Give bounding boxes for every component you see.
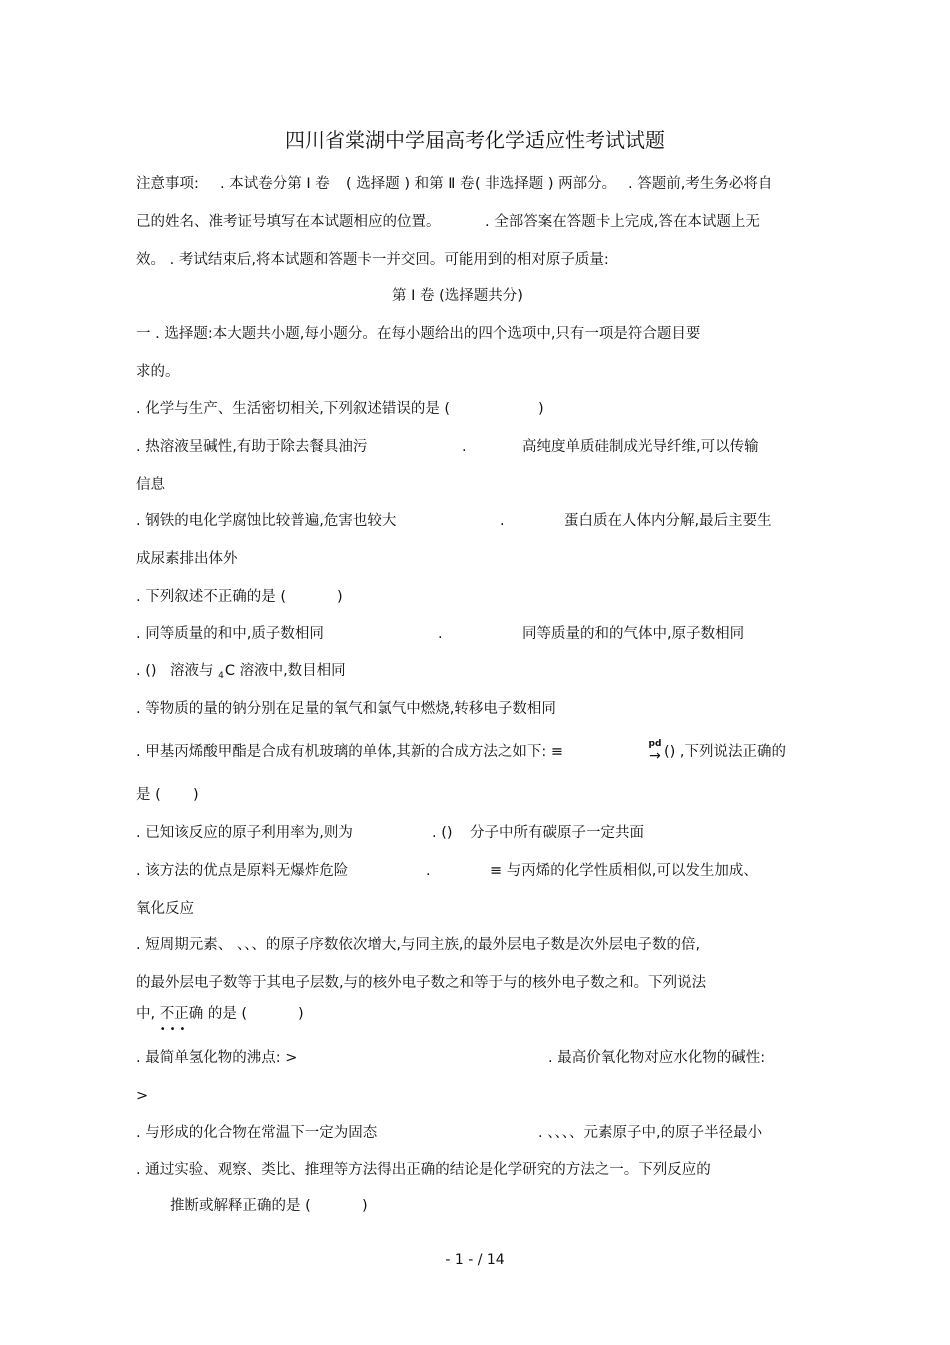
- notice-line-3: 效。 . 考试结束后,将本试题和答题卡一并交回。可能用到的相对原子质量:: [136, 252, 609, 268]
- q4-stem-line-2: 的最外层电子数等于其电子层数,与的核外电子数之和等于与的核外电子数之和。下列说法: [136, 975, 707, 991]
- q5-stem-line-1: . 通过实验、观察、类比、推理等方法得出正确的结论是化学研究的方法之一。下列反应的: [136, 1162, 711, 1178]
- notice-item-1: . 本试卷分第 Ⅰ 卷: [220, 176, 330, 192]
- q5-stem-close: ): [362, 1198, 368, 1214]
- q1-option-b-cont: 信息: [136, 477, 165, 493]
- q4-option-b-cont: >: [136, 1088, 149, 1104]
- q4-option-c: . 与形成的化合物在常温下一定为固态: [136, 1125, 378, 1141]
- q2-option-c-marker: . (): [136, 663, 157, 679]
- emphasis-not-correct: [159, 1004, 204, 1035]
- q1-stem-close: ): [538, 401, 544, 417]
- q4-stem-prefix: 中,: [136, 1006, 156, 1022]
- instruction-line-2: 求的。: [136, 364, 180, 380]
- q4-stem-line-3: [136, 1004, 248, 1035]
- q3-option-a: . 已知该反应的原子利用率为,则为: [136, 825, 353, 841]
- q4-stem-close: ): [298, 1006, 304, 1022]
- q2-option-b: 同等质量的和的气体中,原子数相同: [522, 626, 745, 642]
- q4-stem-suffix: 的是 (: [207, 1006, 248, 1022]
- q3-stem: . 甲基丙烯酸甲酯是合成有机玻璃的单体,其新的合成方法之如下: ≡: [136, 744, 563, 760]
- q3-stem-cont: () ,下列说法正确的: [664, 744, 787, 760]
- q3-option-d: ≡ 与丙烯的化学性质相似,可以发生加成、: [490, 863, 758, 879]
- q2-option-c-text-2: C 溶液中,数目相同: [224, 663, 346, 679]
- notice-label: 注意事项:: [136, 176, 199, 192]
- q3-option-d-marker: .: [426, 863, 431, 879]
- q2-option-b-marker: .: [438, 626, 443, 642]
- q4-stem-line-1: . 短周期元素、 、、、的原子序数依次增大,与同主族,的最外层电子数是次外层电子数的倍,: [136, 937, 701, 953]
- q1-option-d: 蛋白质在人体内分解,最后主要生: [564, 513, 772, 529]
- notice-item-3: . 全部答案在答题卡上完成,答在本试题上无: [485, 214, 760, 230]
- page-number: - 1 - / 14: [445, 1252, 505, 1268]
- arrow-icon: →: [649, 748, 661, 764]
- q2-option-c-text: 溶液与: [170, 663, 214, 679]
- q5-stem-line-2: 推断或解释正确的是 (: [170, 1198, 311, 1214]
- page-title: 四川省棠湖中学届高考化学适应性考试试题: [285, 128, 665, 152]
- instruction-line-1: 一 . 选择题:本大题共小题,每小题分。在每小题给出的四个选项中,只有一项是符合题目要: [136, 326, 701, 342]
- catalyst-label: pd: [648, 739, 662, 749]
- q1-option-a: . 热溶液呈碱性,有助于除去餐具油污: [136, 439, 368, 455]
- emphasis-text: 不正确: [159, 1006, 204, 1022]
- q1-option-d-cont: 成尿素排出体外: [136, 551, 238, 567]
- q1-option-c: . 钢铁的电化学腐蚀比较普遍,危害也较大: [136, 513, 397, 529]
- q2-stem-close: ): [337, 589, 343, 605]
- q2-option-c-subscript: 4: [218, 671, 224, 681]
- q3-stem-line-2: 是 (: [136, 787, 161, 803]
- q2-option-a: . 同等质量的和中,质子数相同: [136, 626, 324, 642]
- q4-option-b: . 最高价氧化物对应水化物的碱性:: [548, 1050, 766, 1066]
- q2-option-c: [170, 661, 346, 683]
- q1-option-d-marker: .: [500, 513, 505, 529]
- reaction-arrow: [644, 738, 666, 762]
- notice-item-1c: ( 非选择题 ) 两部分。: [475, 176, 617, 192]
- emphasis-dots: •••: [159, 1024, 190, 1035]
- q3-option-b: 分子中所有碳原子一定共面: [470, 825, 644, 841]
- q2-stem: . 下列叙述不正确的是 (: [136, 589, 286, 605]
- q1-option-b-marker: .: [462, 439, 467, 455]
- section-heading: 第 Ⅰ 卷 (选择题共分): [392, 288, 523, 304]
- notice-item-2: . 答题前,考生务必将自: [628, 176, 773, 192]
- q3-option-d-cont: 氧化反应: [136, 901, 194, 917]
- q2-option-d: . 等物质的量的钠分别在足量的氧气和氯气中燃烧,转移电子数相同: [136, 701, 556, 717]
- q4-option-a: . 最简单氢化物的沸点: >: [136, 1050, 298, 1066]
- q4-option-d: . 、、、、元素原子中,的原子半径最小: [538, 1125, 763, 1141]
- notice-item-1b: ( 选择题 ) 和第 Ⅱ 卷: [346, 176, 475, 192]
- q3-option-c: . 该方法的优点是原料无爆炸危险: [136, 863, 349, 879]
- q3-option-b-marker: . (): [432, 825, 453, 841]
- notice-line-2a: 己的姓名、准考证号填写在本试题相应的位置。: [136, 214, 441, 230]
- q3-stem-close: ): [193, 787, 199, 803]
- q1-stem: . 化学与生产、生活密切相关,下列叙述错误的是 (: [136, 401, 451, 417]
- q1-option-b: 高纯度单质硅制成光导纤维,可以传输: [522, 439, 759, 455]
